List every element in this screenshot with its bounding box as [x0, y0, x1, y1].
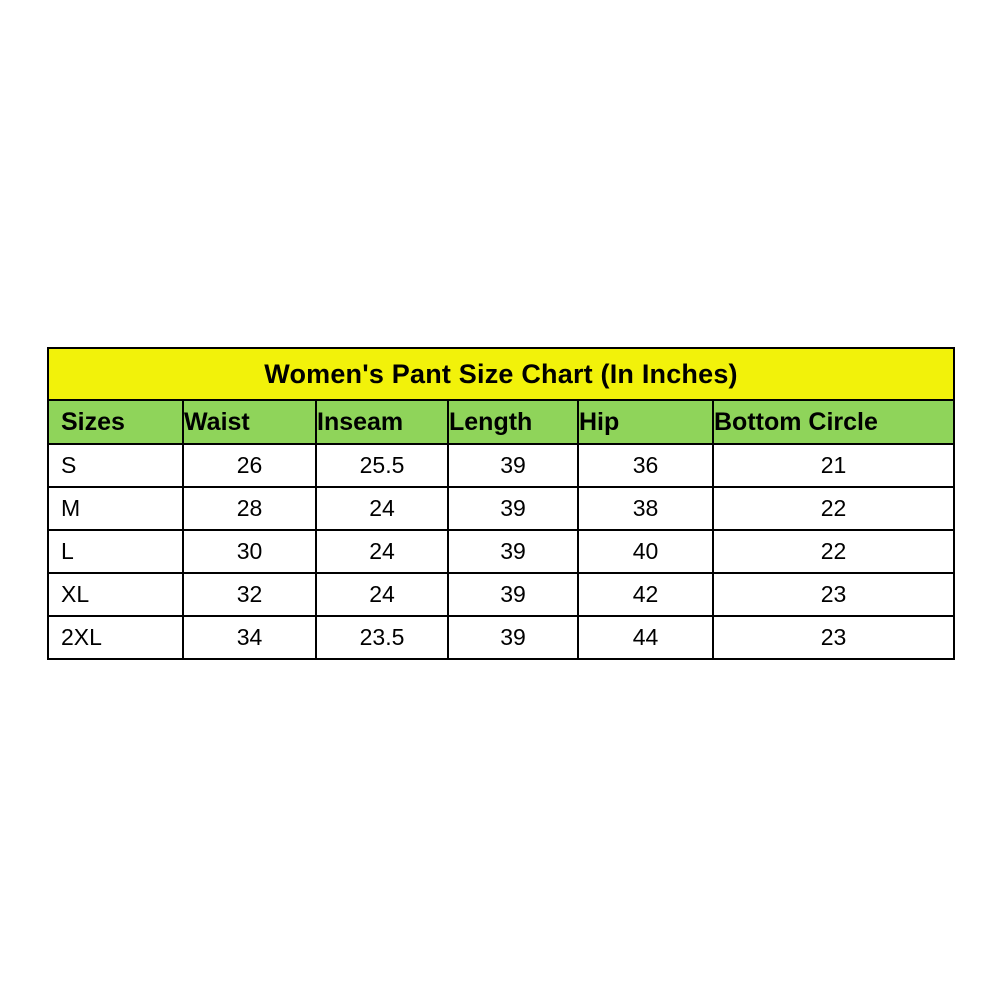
column-header-hip: Hip: [578, 400, 713, 444]
cell-bottom-circle-xl: 23: [713, 573, 954, 616]
cell-size-2xl: 2XL: [48, 616, 183, 659]
chart-title: Women's Pant Size Chart (In Inches): [48, 348, 954, 400]
size-chart-table: [47, 347, 955, 660]
cell-inseam-l: 24: [316, 530, 448, 573]
column-header-sizes: Sizes: [48, 400, 183, 444]
cell-length-xl: 39: [448, 573, 578, 616]
table-row: [48, 573, 954, 616]
column-header-waist: Waist: [183, 400, 316, 444]
column-header-inseam: Inseam: [316, 400, 448, 444]
table-row: [48, 444, 954, 487]
cell-waist-s: 26: [183, 444, 316, 487]
table-row: [48, 530, 954, 573]
cell-length-m: 39: [448, 487, 578, 530]
cell-bottom-circle-s: 21: [713, 444, 954, 487]
cell-waist-2xl: 34: [183, 616, 316, 659]
cell-bottom-circle-l: 22: [713, 530, 954, 573]
cell-size-xl: XL: [48, 573, 183, 616]
size-chart-container: [47, 347, 953, 660]
cell-waist-l: 30: [183, 530, 316, 573]
column-header-bottom-circle: Bottom Circle: [713, 400, 954, 444]
cell-hip-xl: 42: [578, 573, 713, 616]
cell-inseam-m: 24: [316, 487, 448, 530]
cell-length-l: 39: [448, 530, 578, 573]
cell-waist-xl: 32: [183, 573, 316, 616]
cell-size-m: M: [48, 487, 183, 530]
cell-hip-s: 36: [578, 444, 713, 487]
cell-bottom-circle-2xl: 23: [713, 616, 954, 659]
cell-length-s: 39: [448, 444, 578, 487]
table-title-row: [48, 348, 954, 400]
table-row: [48, 487, 954, 530]
cell-size-s: S: [48, 444, 183, 487]
cell-hip-l: 40: [578, 530, 713, 573]
column-header-length: Length: [448, 400, 578, 444]
cell-bottom-circle-m: 22: [713, 487, 954, 530]
cell-hip-2xl: 44: [578, 616, 713, 659]
table-header-row: [48, 400, 954, 444]
cell-inseam-xl: 24: [316, 573, 448, 616]
cell-hip-m: 38: [578, 487, 713, 530]
cell-inseam-2xl: 23.5: [316, 616, 448, 659]
cell-inseam-s: 25.5: [316, 444, 448, 487]
cell-size-l: L: [48, 530, 183, 573]
cell-waist-m: 28: [183, 487, 316, 530]
cell-length-2xl: 39: [448, 616, 578, 659]
table-row: [48, 616, 954, 659]
